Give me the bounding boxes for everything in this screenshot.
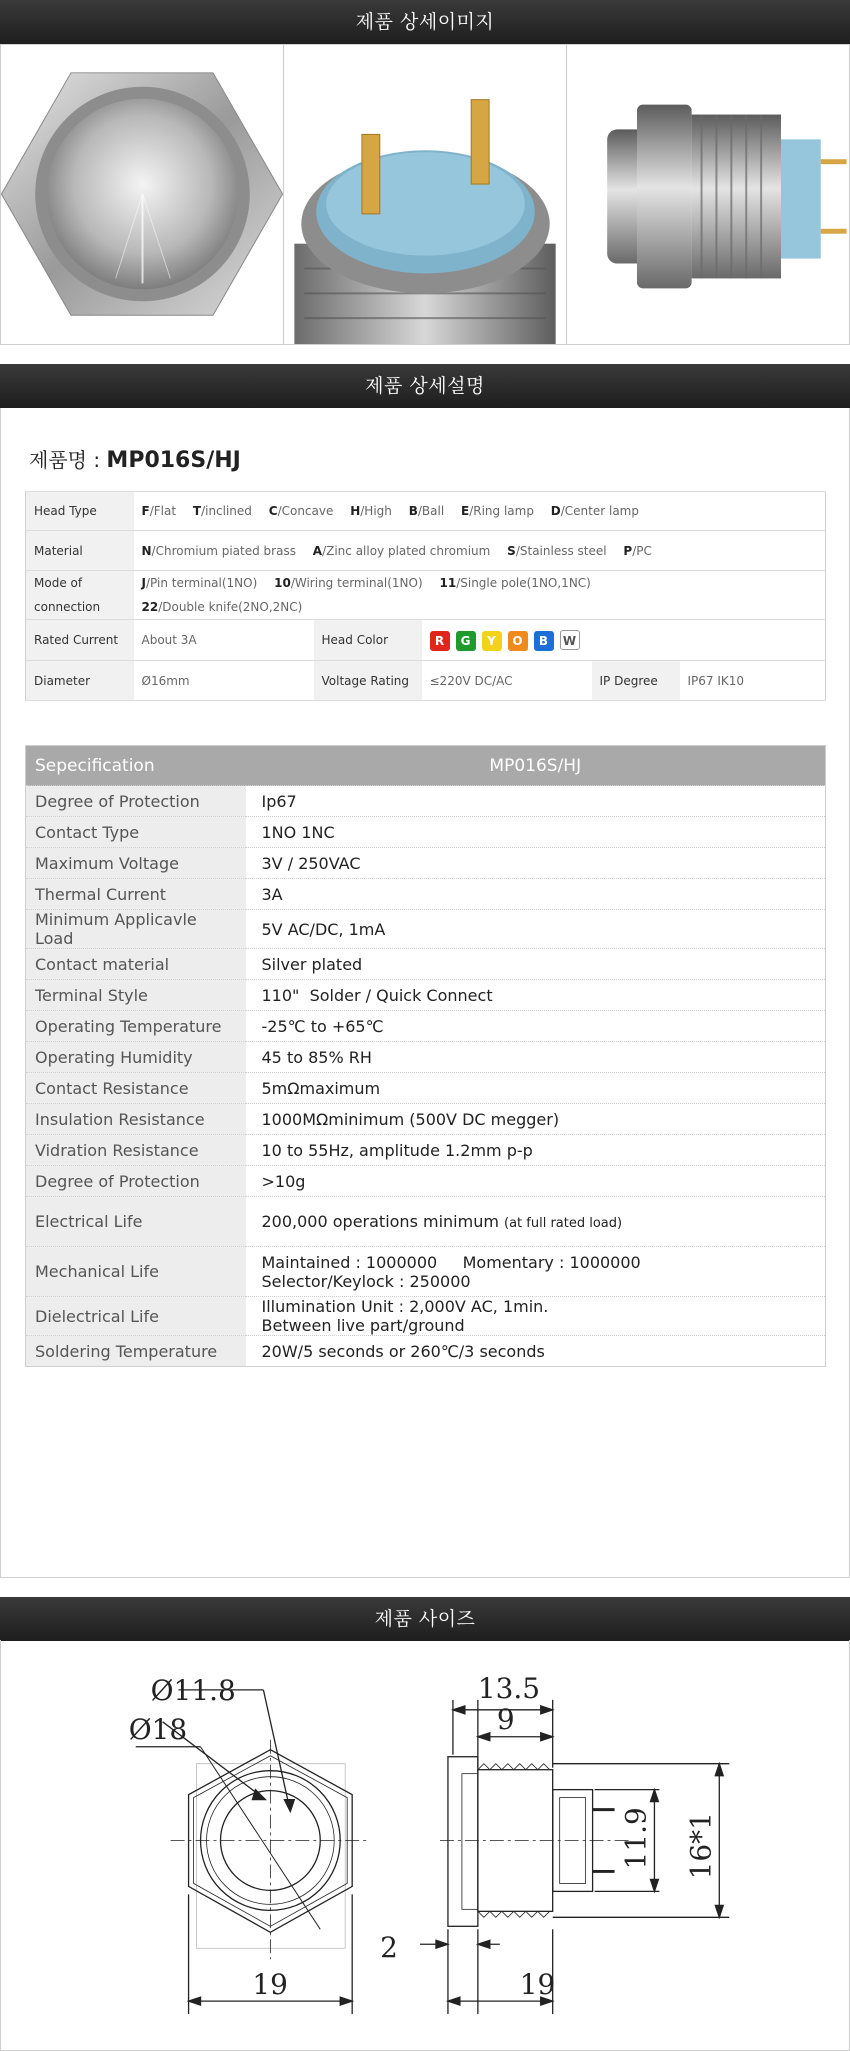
spec-value-text: 3A [261, 884, 283, 904]
code: J [141, 576, 146, 590]
dimension-drawing [0, 1640, 850, 2051]
dim-body-width: 19 [519, 1968, 556, 2002]
code-text: /Single pole(1NO,1NC) [456, 576, 591, 590]
option-label: Voltage Rating [314, 661, 422, 701]
color-swatch-yellow: Y [482, 631, 502, 651]
spec-value-text: 5mΩmaximum [261, 1078, 381, 1098]
code: P [623, 543, 633, 558]
spec-row [26, 1042, 826, 1073]
code: E [460, 504, 470, 518]
code-text: /Zinc alloy plated chromium [322, 543, 491, 558]
option-label-line: connection [34, 600, 101, 614]
option-row-head-type [26, 492, 826, 531]
spec-key: Soldering Temperature [26, 1336, 246, 1367]
code-line [142, 595, 818, 619]
connection-codes [134, 571, 826, 620]
spec-value [246, 1104, 826, 1135]
spec-key: Minimum Applicavle Load [26, 910, 246, 949]
spec-row [26, 1011, 826, 1042]
option-label: Head Color [314, 620, 422, 661]
spec-value-text: 1NO 1NC [261, 822, 335, 842]
spec-row [26, 879, 826, 910]
spec-value-text: 10 to 55Hz, amplitude 1.2mm p-p [261, 1140, 533, 1160]
spec-value-text: 20W/5 seconds or 260℃/3 seconds [261, 1341, 545, 1361]
spec-value-text: 45 to 85% RH [261, 1047, 372, 1067]
spec-row [26, 910, 826, 949]
spec-value-text: 110" Solder / Quick Connect [261, 985, 493, 1005]
code: S [507, 543, 516, 558]
product-image-gallery [0, 44, 850, 345]
code: 22 [141, 600, 159, 614]
code-text: /Wiring terminal(1NO) [290, 576, 423, 590]
spec-value [246, 1336, 826, 1367]
voltage-rating-value: ≤220V DC/AC [422, 661, 592, 701]
code-line [142, 571, 818, 595]
code-item [551, 504, 639, 518]
spec-value-text: 200,000 operations minimum [261, 1212, 499, 1231]
option-row-connection [26, 571, 826, 620]
color-swatch-red: R [430, 631, 450, 651]
product-photo-side-view [567, 45, 849, 344]
dim-head-height: 2 [380, 1931, 398, 1965]
code-text: /Pin terminal(1NO) [145, 576, 258, 590]
color-swatch-blue: B [534, 631, 554, 651]
spec-row [26, 980, 826, 1011]
product-name [29, 444, 241, 473]
product-model: MP016S/HJ [106, 448, 241, 473]
spec-row [26, 1197, 826, 1247]
code-text: /Ball [417, 504, 445, 518]
code-item [623, 544, 651, 558]
diameter-value: Ø16mm [134, 661, 314, 701]
rated-current-value: About 3A [134, 620, 314, 661]
spec-value-text: Maintained : 1000000 Momentary : 1000000 [261, 1252, 641, 1272]
code: 11 [439, 576, 457, 590]
code-item [409, 504, 444, 518]
option-label: IP Degree [592, 661, 680, 701]
code-item [440, 576, 591, 590]
spec-key: Contact Resistance [26, 1073, 246, 1104]
spec-value [246, 1166, 826, 1197]
code: C [268, 504, 278, 518]
product-photo-back-view [284, 45, 567, 344]
spec-row [26, 1166, 826, 1197]
spec-row [26, 1135, 826, 1166]
spec-value [246, 1247, 826, 1297]
material-codes [134, 531, 826, 571]
spec-row [26, 848, 826, 879]
spec-value [246, 1197, 826, 1247]
spec-header-row [26, 746, 826, 786]
spec-value [246, 949, 826, 980]
dim-thread-length: 9 [496, 1702, 515, 1736]
spec-value [246, 1042, 826, 1073]
spec-row [26, 1073, 826, 1104]
color-swatch-white: W [560, 630, 580, 650]
spec-key: Degree of Protection [26, 786, 246, 817]
option-label-line: Mode of [34, 576, 83, 590]
code: H [350, 504, 361, 518]
code-text: /Center lamp [560, 504, 639, 518]
option-label: Diameter [26, 661, 134, 701]
specification-table [25, 745, 826, 1367]
code: D [550, 504, 561, 518]
spec-value-text: Illumination Unit : 2,000V AC, 1min. [261, 1297, 549, 1316]
code-item [142, 576, 258, 590]
code-item [350, 504, 392, 518]
head-type-codes [134, 492, 826, 531]
code-text: /High [360, 504, 392, 518]
spec-row [26, 1297, 826, 1336]
spec-row [26, 1247, 826, 1297]
code-item [142, 504, 177, 518]
product-name-label: 제품명 : [29, 448, 107, 472]
code-text: /inclined [201, 504, 252, 518]
spec-key: Mechanical Life [26, 1247, 246, 1297]
spec-key: Dielectrical Life [26, 1297, 246, 1336]
code-item [274, 576, 423, 590]
spec-row [26, 817, 826, 848]
spec-key: Insulation Resistance [26, 1104, 246, 1135]
spec-value-text: -25℃ to +65℃ [261, 1016, 384, 1036]
code-text: /Chromium piated brass [151, 543, 296, 558]
option-label: Rated Current [26, 620, 134, 661]
code-text: /Stainless steel [515, 543, 607, 558]
spec-value [246, 817, 826, 848]
dim-inner-height: 11.9 [619, 1807, 653, 1870]
code-item [269, 504, 334, 518]
dim-inner-diameter: Ø11.8 [150, 1673, 236, 1707]
spec-value [246, 879, 826, 910]
spec-value-text: Ip67 [261, 791, 297, 811]
code: 10 [274, 576, 291, 590]
spec-key: Vidration Resistance [26, 1135, 246, 1166]
code-item [461, 504, 534, 518]
spec-key: Operating Humidity [26, 1042, 246, 1073]
code-item [142, 600, 303, 614]
spec-value [246, 1297, 826, 1336]
spec-row [26, 949, 826, 980]
spec-value-text: 3V / 250VAC [261, 853, 361, 873]
side-view-drawing [420, 1700, 729, 2014]
ip-degree-value: IP67 IK10 [680, 661, 826, 701]
option-row-material [26, 531, 826, 571]
spec-value-text: >10g [261, 1171, 306, 1191]
spec-value-text: Silver plated [261, 954, 363, 974]
spec-value [246, 1011, 826, 1042]
code: N [141, 543, 152, 558]
spec-header-key: Sepecification [26, 746, 246, 786]
option-table [25, 491, 826, 701]
color-swatch-orange: O [508, 631, 528, 651]
spec-key: Terminal Style [26, 980, 246, 1011]
spec-value [246, 786, 826, 817]
code-text: /Flat [149, 504, 177, 518]
color-swatch-green: G [456, 631, 476, 651]
product-photo-top-view [1, 45, 284, 344]
option-label: Material [26, 531, 134, 571]
code-item [193, 504, 252, 518]
option-row-current-color [26, 620, 826, 661]
spec-key: Thermal Current [26, 879, 246, 910]
spec-value-line2: Between live part/ground [261, 1316, 465, 1335]
spec-value [246, 1135, 826, 1166]
head-color-swatches [422, 620, 826, 661]
spec-value-text: 1000MΩminimum (500V DC megger) [261, 1109, 560, 1129]
spec-key: Contact Type [26, 817, 246, 848]
code: F [141, 504, 150, 518]
spec-key: Operating Temperature [26, 1011, 246, 1042]
spec-key: Degree of Protection [26, 1166, 246, 1197]
code-item [313, 544, 491, 558]
option-row-diameter [26, 661, 826, 701]
option-label: Head Type [26, 492, 134, 531]
dim-thread-size: 16*1 [684, 1812, 718, 1880]
spec-value [246, 980, 826, 1011]
spec-key: Electrical Life [26, 1197, 246, 1247]
spec-value [246, 910, 826, 949]
code-text: /PC [632, 543, 652, 558]
spec-value-note: (at full rated load) [504, 1216, 623, 1231]
code-text: /Double knife(2NO,2NC) [158, 600, 303, 614]
dim-hex-width: 19 [252, 1968, 288, 2002]
code: A [312, 543, 323, 558]
dim-outer-diameter: Ø18 [128, 1712, 188, 1746]
section-title-description: 제품 상세설명 [0, 364, 850, 408]
section-title-images: 제품 상세이미지 [0, 0, 850, 44]
code-item [142, 544, 296, 558]
dim-total-length: 13.5 [477, 1671, 541, 1705]
spec-row [26, 1336, 826, 1367]
spec-row [26, 786, 826, 817]
code: T [192, 504, 202, 518]
spec-key: Maximum Voltage [26, 848, 246, 879]
spec-value-line2: Selector/Keylock : 250000 [261, 1271, 471, 1291]
product-description [0, 408, 850, 1578]
spec-value-text: 5V AC/DC, 1mA [261, 919, 386, 939]
code-item [507, 544, 606, 558]
code-text: /Concave [277, 504, 334, 518]
spec-value [246, 1073, 826, 1104]
section-title-size: 제품 사이즈 [0, 1597, 850, 1641]
option-label [26, 571, 134, 620]
spec-value [246, 848, 826, 879]
code: B [408, 504, 418, 518]
spec-key: Contact material [26, 949, 246, 980]
spec-header-value: MP016S/HJ [246, 746, 826, 786]
code-text: /Ring lamp [469, 504, 534, 518]
spec-row [26, 1104, 826, 1135]
